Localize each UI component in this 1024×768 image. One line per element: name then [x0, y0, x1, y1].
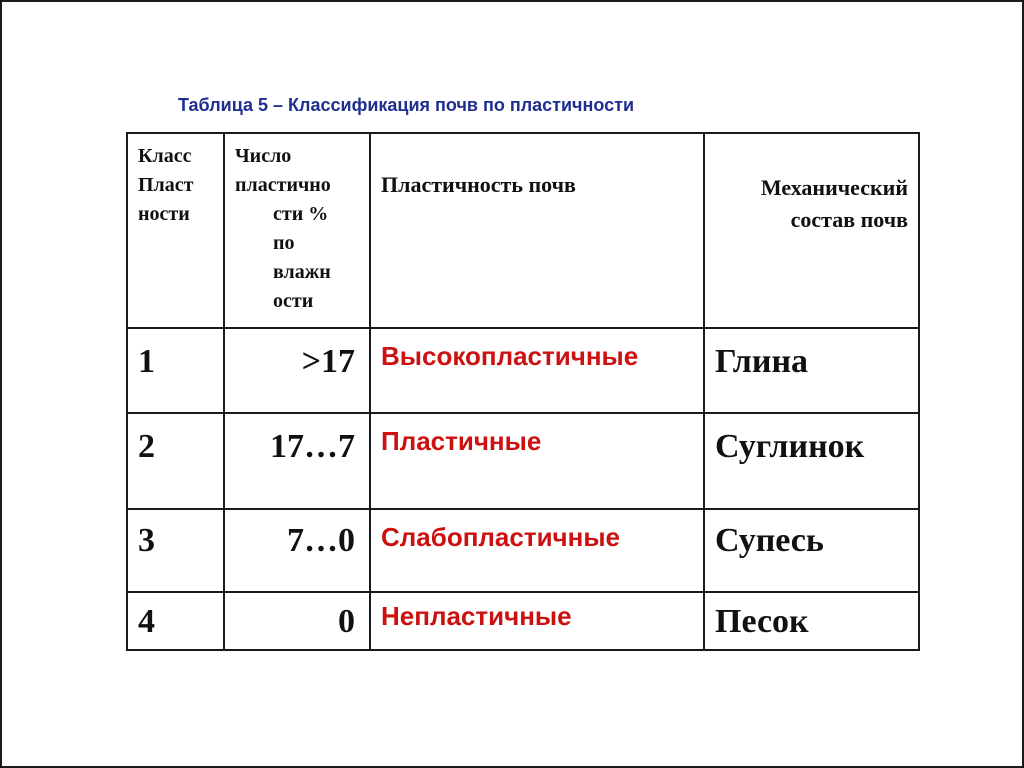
- plasticity-cell: Высокопластичные: [370, 328, 704, 413]
- plasticity-cell: Непластичные: [370, 592, 704, 650]
- header-number-line: влажн: [273, 261, 331, 283]
- header-mechanical: [704, 133, 919, 328]
- header-class-line: Класс: [138, 145, 192, 167]
- table-row: [127, 509, 919, 592]
- table-row: [127, 328, 919, 413]
- header-number-line: по: [273, 232, 295, 254]
- table-row: [127, 413, 919, 509]
- class-cell: 2: [127, 413, 224, 509]
- header-number-line: сти %: [273, 203, 329, 225]
- class-cell: 1: [127, 328, 224, 413]
- class-cell: 4: [127, 592, 224, 650]
- mechanical-cell: Супесь: [704, 509, 919, 592]
- header-number-line: пластично: [235, 174, 331, 196]
- header-row: [127, 133, 919, 328]
- header-mechanical-line: Механический: [760, 175, 908, 200]
- header-plasticity: Пластичность почв: [370, 133, 704, 328]
- plasticity-table: [126, 132, 920, 651]
- number-cell: 17…7: [224, 413, 370, 509]
- number-cell: 0: [224, 592, 370, 650]
- header-number-line: Число: [235, 145, 292, 167]
- plasticity-cell: Слабопластичные: [370, 509, 704, 592]
- header-number: [224, 133, 370, 328]
- mechanical-cell: Суглинок: [704, 413, 919, 509]
- plasticity-cell: Пластичные: [370, 413, 704, 509]
- table-row: [127, 592, 919, 650]
- header-class-line: Пласт: [138, 174, 194, 196]
- mechanical-cell: Песок: [704, 592, 919, 650]
- number-cell: >17: [224, 328, 370, 413]
- class-cell: 3: [127, 509, 224, 592]
- header-mechanical-line: состав почв: [790, 207, 908, 232]
- header-class: [127, 133, 224, 328]
- header-number-line: ости: [273, 290, 314, 312]
- mechanical-cell: Глина: [704, 328, 919, 413]
- number-cell: 7…0: [224, 509, 370, 592]
- table-caption: Таблица 5 – Классификация почв по пластичности: [178, 95, 635, 115]
- header-class-line: ности: [138, 203, 190, 225]
